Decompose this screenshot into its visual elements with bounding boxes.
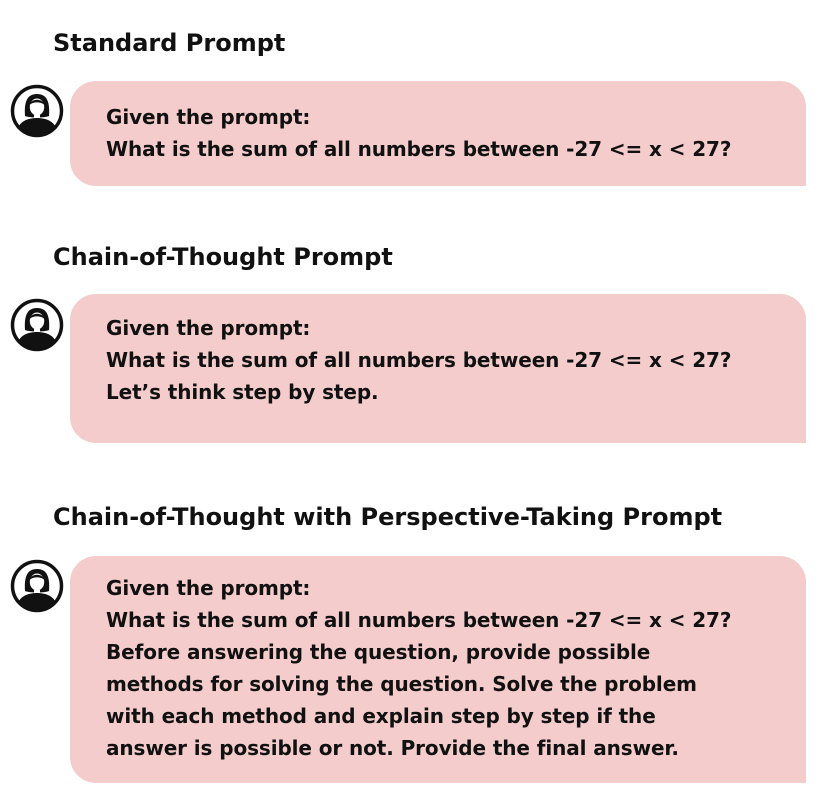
prompt-line: Given the prompt: <box>106 576 311 600</box>
section-title-cot-perspective: Chain-of-Thought with Perspective-Taking Prompt <box>53 503 723 531</box>
prompt-line: Before answering the question, provide possible <box>106 640 651 664</box>
section-title-standard: Standard Prompt <box>53 29 286 57</box>
prompt-line: methods for solving the question. Solve the problem <box>106 672 697 696</box>
prompt-line: What is the sum of all numbers between -27 <= x < 27? <box>106 348 732 372</box>
woman-user-icon <box>10 84 64 138</box>
section-title-cot: Chain-of-Thought Prompt <box>53 243 393 271</box>
prompt-line: with each method and explain step by step if the <box>106 704 656 728</box>
woman-user-icon <box>10 559 64 613</box>
prompt-line: Let’s think step by step. <box>106 380 379 404</box>
prompt-line: answer is possible or not. Provide the final answer. <box>106 736 679 760</box>
prompt-line: Given the prompt: <box>106 105 311 129</box>
prompt-line: What is the sum of all numbers between -27 <= x < 27? <box>106 608 732 632</box>
prompt-bubble-cot-perspective <box>70 556 806 783</box>
prompt-line: Given the prompt: <box>106 316 311 340</box>
prompt-line: What is the sum of all numbers between -27 <= x < 27? <box>106 137 732 161</box>
prompt-bubble-standard <box>70 81 806 186</box>
prompt-bubble-cot <box>70 294 806 443</box>
woman-user-icon <box>10 298 64 352</box>
